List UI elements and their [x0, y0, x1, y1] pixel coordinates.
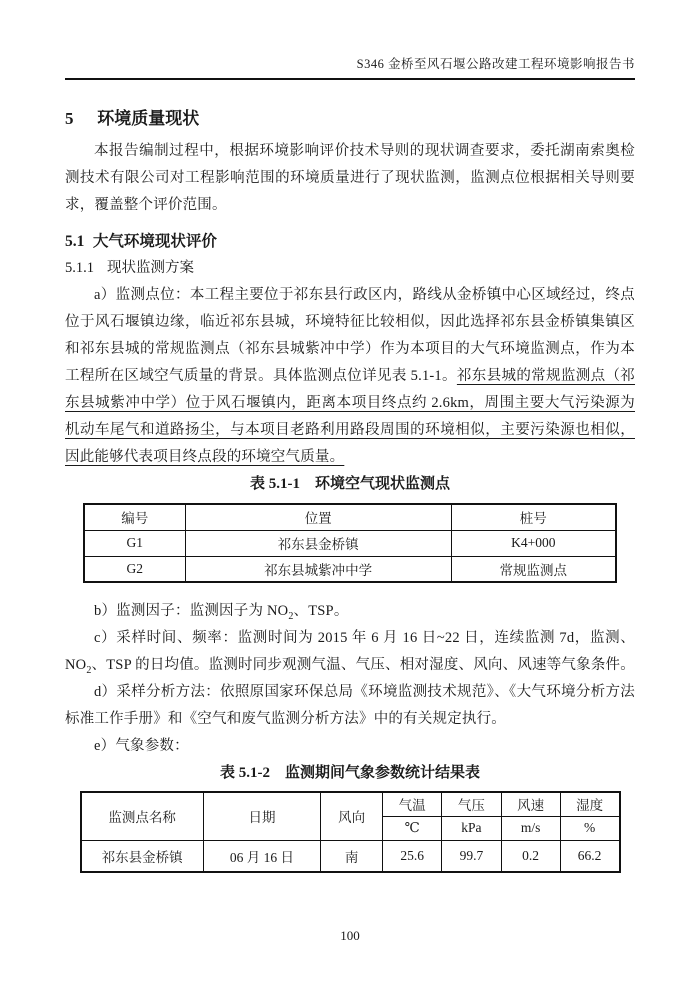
cell-id: G2	[84, 556, 185, 582]
paragraph-a-underlined-text: 祁东县城的常规监测点（祁东县城紫冲中学）位于风石堰镇内，距离本项目终点约 2.6km，周围主要大气污染源为机动车尾气和道路扬尘，与本项目老路利用路段周围的环境相似，主要污染源也相似，因此能够代表项目终点段的环境空气质量。	[65, 368, 636, 465]
column-header-temperature: 气温	[383, 792, 442, 816]
cell-pile: 常规监测点	[451, 556, 616, 582]
section-number: 5.1.1	[65, 260, 94, 276]
table-row	[84, 556, 616, 582]
unit-humidity: %	[560, 816, 619, 840]
section-heading-5-1	[65, 228, 635, 255]
table-5-1-1-caption: 表 5.1-1 环境空气现状监测点	[250, 476, 450, 492]
cell-pile: K4+000	[451, 530, 616, 556]
paragraph-b-monitoring-factors	[65, 598, 635, 625]
column-header-site: 监测点名称	[81, 792, 204, 840]
cell-date: 06 月 16 日	[203, 840, 320, 872]
column-header-date: 日期	[203, 792, 320, 840]
page-number: 100	[340, 928, 360, 943]
paragraph-c-sampling-time	[65, 625, 635, 679]
section-heading-5	[65, 107, 635, 131]
section-title: 环境质量现状	[97, 109, 200, 128]
column-header-wind-direction: 风向	[321, 792, 383, 840]
cell-site: 祁东县金桥镇	[81, 840, 204, 872]
paragraph-c-text-end: 、TSP 的日均值。监测时同步观测气温、气压、相对湿度、风向、风速等气象条件。	[91, 657, 635, 673]
section-heading-5-1-1	[65, 255, 635, 282]
column-header-pile: 桩号	[451, 504, 616, 530]
unit-wind-speed: m/s	[501, 816, 560, 840]
section-title: 大气环境现状评价	[92, 233, 217, 250]
cell-humidity: 66.2	[560, 840, 619, 872]
section-number: 5	[65, 109, 74, 128]
paragraph-b-text: b）监测因子：监测因子为 NO	[94, 603, 289, 619]
paragraph-a-monitoring-points	[65, 282, 635, 471]
unit-pressure: kPa	[442, 816, 501, 840]
table-air-monitoring-points	[83, 503, 617, 583]
table-header-row	[84, 504, 616, 530]
table-meteorological-parameters	[80, 791, 621, 873]
column-header-id: 编号	[84, 504, 185, 530]
cell-wind-speed: 0.2	[501, 840, 560, 872]
cell-id: G1	[84, 530, 185, 556]
running-header	[65, 56, 635, 80]
column-header-location: 位置	[185, 504, 451, 530]
cell-pressure: 99.7	[442, 840, 501, 872]
column-header-wind-speed: 风速	[501, 792, 560, 816]
cell-location: 祁东县城紫冲中学	[185, 556, 451, 582]
section-number: 5.1	[65, 233, 85, 250]
subscript: 2	[288, 610, 294, 622]
column-header-pressure: 气压	[442, 792, 501, 816]
cell-location: 祁东县金桥镇	[185, 530, 451, 556]
column-header-humidity: 湿度	[560, 792, 619, 816]
intro-paragraph	[65, 138, 635, 219]
subscript: 2	[86, 664, 92, 676]
cell-temperature: 25.6	[383, 840, 442, 872]
paragraph-c-text: c）采样时间、频率：监测时间为 2015 年 6 月 16 日~22 日，连续监测 7d，监测、NO	[65, 630, 635, 673]
report-title: S346 金桥至风石堰公路改建工程环境影响报告书	[356, 57, 635, 71]
paragraph-a-normal-text: a）监测点位：本工程主要位于祁东县行政区内，路线从金桥镇中心区域经过，终点位于风石堰镇边缘，临近祁东县城，环境特征比较相似，因此选择祁东县金桥镇集镇区和祁东县城的常规监测点（祁东县城紫冲中学）作为本项目的大气环境监测点，作为本工程所在区域空气质量的背景。具体监测点位详见表 5.1-1。	[65, 287, 635, 384]
unit-temperature: ℃	[383, 816, 442, 840]
paragraph-b-text-end: 、TSP。	[293, 603, 349, 619]
paragraph-e-meteorological-params: e）气象参数：	[94, 738, 189, 754]
table-row	[81, 840, 620, 872]
paragraph-d-analysis-method: d）采样分析方法：依照原国家环保总局《环境监测技术规范》、《大气环境分析方法标准工作手册》和《空气和废气监测分析方法》中的有关规定执行。	[65, 684, 635, 727]
table-5-1-2-caption: 表 5.1-2 监测期间气象参数统计结果表	[220, 765, 480, 781]
section-title: 现状监测方案	[107, 260, 195, 276]
table-header-row	[81, 792, 620, 816]
table-row	[84, 530, 616, 556]
intro-text: 本报告编制过程中，根据环境影响评价技术导则的现状调查要求，委托湖南索奥检测技术有限公司对工程影响范围的环境质量进行了现状监测，监测点位根据相关导则要求，覆盖整个评价范围。	[65, 143, 635, 213]
cell-wind-direction: 南	[321, 840, 383, 872]
